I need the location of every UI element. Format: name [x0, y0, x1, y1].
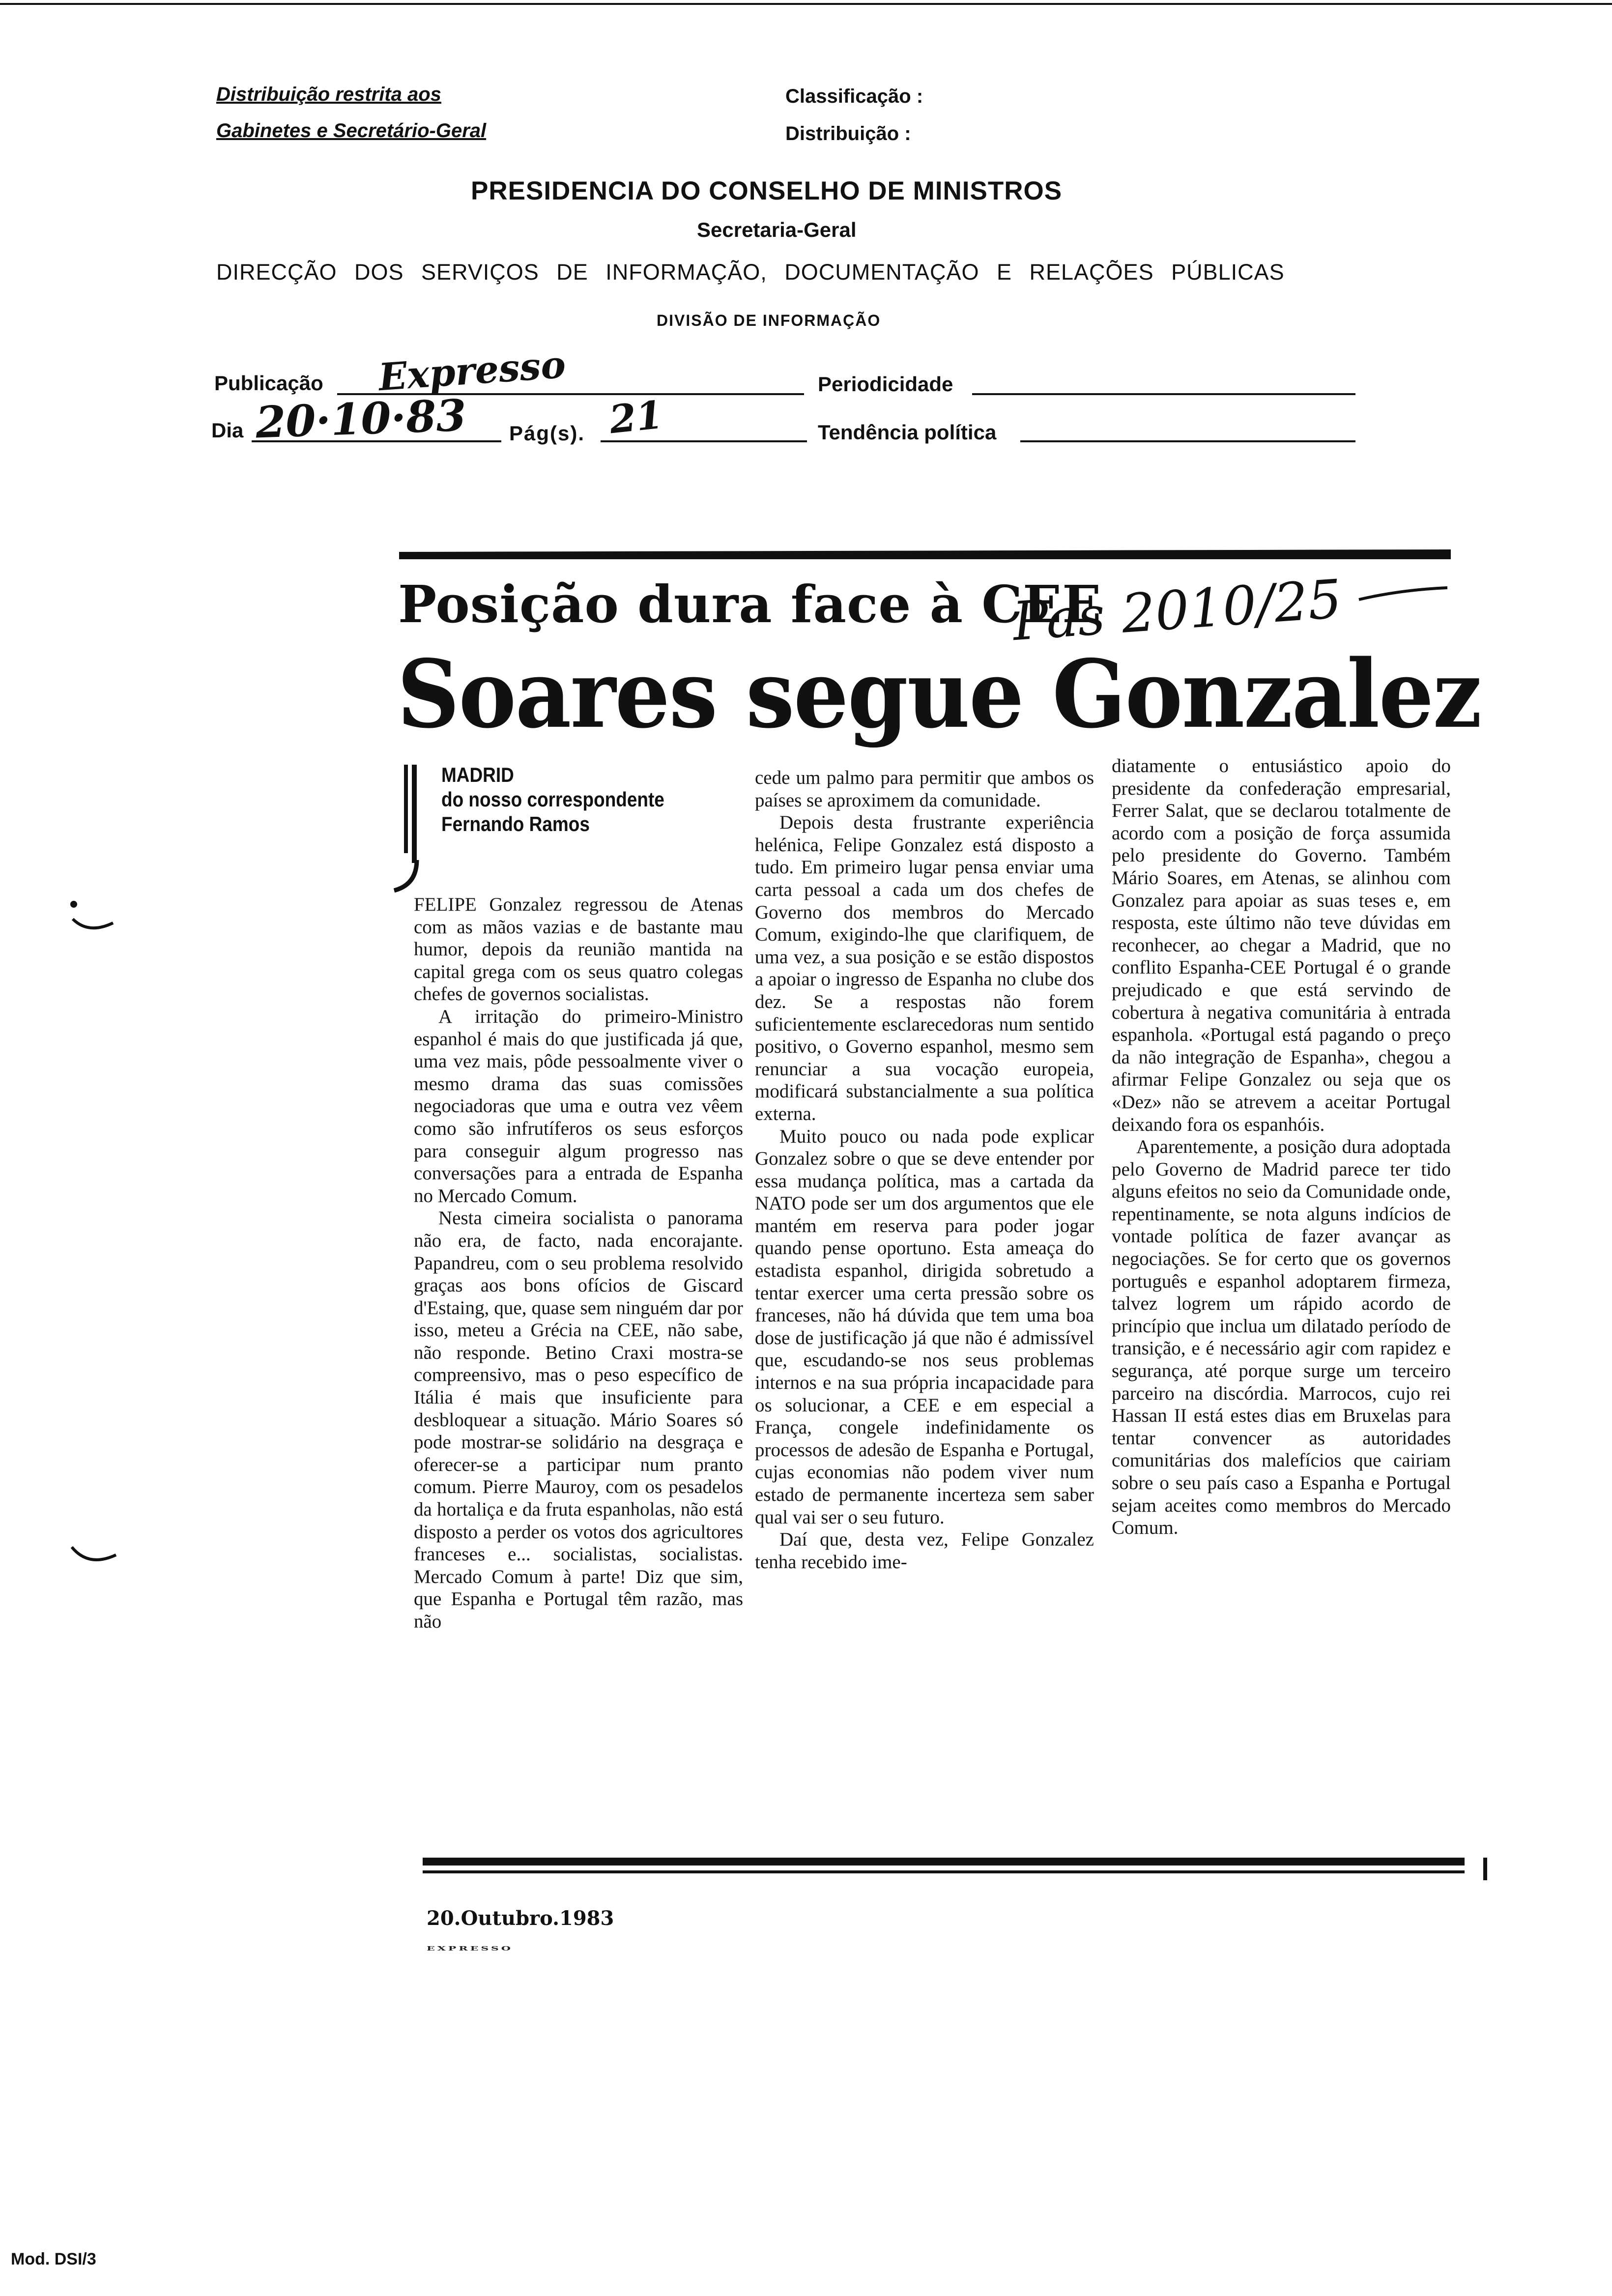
classification-label: Classificação :	[785, 86, 923, 107]
publication-label: Publicação	[214, 372, 323, 395]
byline-location: MADRID	[441, 763, 514, 786]
periodicity-label: Periodicidade	[818, 373, 953, 396]
column-1-paragraph: FELIPE Gonzalez regressou de Atenas com as mãos vazias e de bastante mau humor, depois da reunião mantida na capital grega com os seus quatro colegas chefes de governos socialistas.	[414, 894, 743, 1005]
restricted-distribution-line1: Distribuição restrita aos	[216, 84, 441, 105]
periodicity-line	[972, 393, 1355, 395]
division: DIVISÃO DE INFORMAÇÃO	[657, 312, 881, 329]
org-title: PRESIDENCIA DO CONSELHO DE MINISTROS	[471, 176, 1063, 205]
day-label: Dia	[211, 419, 244, 442]
byline-role: do nosso correspondente	[441, 788, 664, 811]
column-2-paragraph: Depois desta frustrante experiência helénica, Felipe Gonzalez está disposto a tudo. Em primeiro lugar pensa enviar uma carta pessoal a cada um dos chefes de Governo dos membros do Mercado Comum, exigindo-lhe que clarifiquem, de uma vez, a sua posição e se estão dispostos a apoiar o ingresso de Espanha no clube dos dez. Se a respostas não forem suficientemente esclarecedoras num sentido positivo, o Governo espanhol, mesmo sem renunciar a sua vocação europeia, modificará substancialmente a sua política externa.	[755, 812, 1094, 1124]
scan-mark-left-1	[64, 899, 118, 939]
column-3-paragraph: diatamente o entusiástico apoio do presidente da confederação empresarial, Ferrer Salat, que se declarou totalmente de acordo com a posição de força assumida pelo presidente do Governo. Também Mário Soares, em Atenas, se alinhou com Gonzalez para apoiar as suas teses e, em resposta, este último não teve dúvidas em reconhecer, ao chegar a Madrid, que no conflito Espanha-CEE Portugal é o grande prejudicado e que está servindo de cobertura à negativa comunitária à entrada espanhola. «Portugal está pagando o preço da não integração de Espanha», chegou a afirmar Felipe Gonzalez ou seja que os «Dez» não se atrevem a aceitar Portugal deixando fora os espanhóis.	[1112, 755, 1451, 1135]
masthead-fragment: EXPRESSO	[427, 1945, 513, 1952]
article-column-3	[1112, 755, 1451, 1539]
byline	[441, 763, 664, 836]
distribution-label: Distribuição :	[785, 123, 911, 144]
scan-mark-left-2	[69, 1543, 123, 1573]
column-1-paragraph: A irritação do primeiro-Ministro espanhol é mais do que justificada já que, uma vez mais, pôde pessoalmente viver o mesmo drama das suas comissões negociadoras que uma e outra vez vêem como são infrutíferos os seus esforços para conseguir algum progresso nas conversações para a entrada de Espanha no Mercado Comum.	[414, 1005, 743, 1206]
day-handwritten: 20·10·83	[255, 389, 467, 448]
article-dateline: 20.Outubro.1983	[427, 1907, 614, 1930]
handwritten-annotation: Pas 2010/25	[1010, 568, 1344, 653]
article-top-rule	[399, 549, 1451, 559]
publication-handwritten: Expresso	[377, 342, 567, 400]
form-code: Mod. DSI/3	[11, 2250, 96, 2268]
column-2-paragraph: cede um palmo para permitir que ambos os países se aproximem da comunidade.	[755, 767, 1094, 811]
tendency-label: Tendência política	[818, 421, 997, 444]
article-bottom-rule-1	[423, 1858, 1465, 1866]
article-headline: Soares segue Gonzalez	[397, 639, 1481, 749]
article-column-2	[755, 767, 1094, 1573]
column-1-paragraph: Nesta cimeira socialista o panorama não era, de facto, nada encorajante. Papandreu, com o seu problema resolvido graças aos bons ofícios de Giscard d'Estaing, que, quase sem ninguém dar por isso, meteu a Grécia na CEE, não sabe, não responde. Betino Craxi mostra-se compreensivo, mas o peso específico de Itália é mais que insuficiente para desbloquear a situação. Mário Soares só pode mostrar-se solidário na desgraça e oferecer-se a participar num pranto comum. Pierre Mauroy, com os pesadelos da hortaliça e da fruta espanholas, não está disposto a perder os votos dos agricultores franceses e... socialistas, socialistas. Mercado Comum à parte! Diz que sim, que Espanha e Portugal têm razão, mas não	[414, 1207, 743, 1632]
pages-line	[601, 440, 807, 442]
tendency-line	[1020, 440, 1355, 442]
column-2-paragraph: Muito pouco ou nada pode explicar Gonzalez sobre o que se deve entender por essa mudança política, mas a cartada da NATO pode ser um dos argumentos que ele mantém em reserva para poder jogar quando pense oportuno. Esta ameaça do estadista espanhol, dirigida sobretudo a tentar exercer uma certa pressão sobre os franceses, não há dúvida que tem uma boa dose de justificação já que não é admissível que, escudando-se nos seus problemas internos e na sua própria incapacidade para os solucionar, a CEE e em especial a França, congele indefinidamente os processos de adesão de Espanha e Portugal, cujas economias não podem viver num estado de permanente incerteza sem saber qual vai ser o seu futuro.	[755, 1125, 1094, 1528]
column-3-paragraph: Aparentemente, a posição dura adoptada pelo Governo de Madrid parece ter tido alguns efeitos no seio da Comunidade onde, repentinamente, se nota alguns indícios de vontade política de fazer avançar as negociações. Se for certo que os governos português e espanhol adoptarem firmeza, talvez logrem um rápido acordo de princípio que inclua um dilatado período de transição, e é necessário agir com rapidez e segurança, até porque surge um terceiro parceiro na discórdia. Marrocos, cujo rei Hassan II está estes dias em Bruxelas para tentar convencer as autoridades comunitárias dos malefícios que cairiam sobre o seu país caso a Espanha e Portugal sejam aceites como membros do Mercado Comum.	[1112, 1136, 1451, 1539]
directorate: DIRECÇÃO DOS SERVIÇOS DE INFORMAÇÃO, DOCUMENTAÇÃO E RELAÇÕES PÚBLICAS	[216, 259, 1285, 285]
restricted-distribution-line2: Gabinetes e Secretário-Geral	[216, 120, 487, 142]
top-border	[0, 3, 1612, 5]
article-column-1	[414, 893, 743, 1633]
column-2-paragraph: Daí que, desta vez, Felipe Gonzalez tenha recebido ime-	[755, 1529, 1094, 1573]
article-kicker: Posição dura face à CEE	[398, 574, 1102, 634]
article-bottom-rule-2	[423, 1870, 1465, 1873]
org-subtitle: Secretaria-Geral	[697, 218, 857, 241]
margin-mark	[1483, 1858, 1487, 1880]
byline-author: Fernando Ramos	[441, 812, 590, 835]
annotation-underline-stroke	[1356, 585, 1450, 604]
pages-label: Pág(s).	[509, 422, 585, 445]
pages-handwritten: 21	[607, 392, 665, 443]
byline-bracket-ornament	[388, 762, 428, 894]
